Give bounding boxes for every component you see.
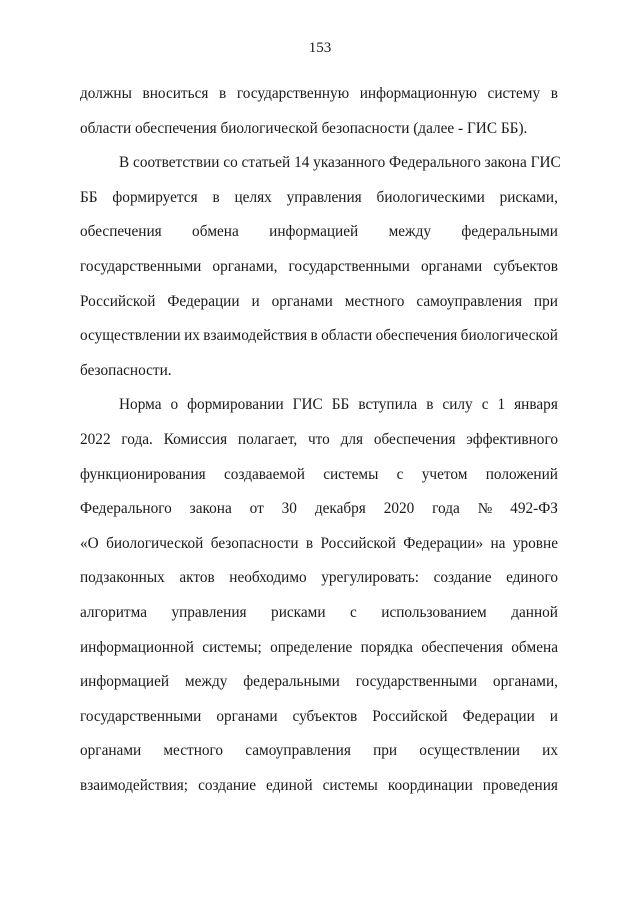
word: биологическими (376, 188, 485, 206)
text-line (80, 319, 558, 354)
text-line (80, 250, 558, 285)
word: федеральными (243, 673, 340, 691)
word: Российской (372, 707, 448, 725)
word: создание (198, 776, 257, 794)
word: алгоритма (80, 603, 147, 621)
word: от (249, 500, 264, 518)
word: в (550, 85, 558, 102)
word: государственными (80, 707, 202, 725)
word: необходимо (229, 569, 307, 587)
text-line (80, 596, 558, 631)
word: с (350, 603, 357, 621)
word: полагает, (237, 430, 298, 448)
word: определение (270, 638, 353, 656)
word: Российской (80, 292, 156, 310)
word: информацией (269, 223, 359, 241)
word: 30 (281, 500, 297, 518)
word: 492-ФЗ (510, 500, 558, 518)
word: самоуправления (245, 742, 351, 760)
word: информационной (80, 638, 194, 656)
word: в (219, 85, 227, 102)
word: осуществлении (419, 742, 520, 760)
word: взаимодействия; (80, 776, 189, 794)
word: государственными (288, 257, 410, 275)
word: области (321, 327, 373, 345)
word: 1 (497, 396, 506, 414)
word: обмена (192, 223, 239, 241)
word: в (305, 534, 314, 552)
word: ГИС (292, 396, 323, 414)
word: между (388, 223, 432, 241)
word: обеспечения (80, 223, 162, 241)
word: биологической (106, 534, 204, 552)
text-line (80, 665, 558, 700)
word: системы (323, 465, 379, 483)
text-line (80, 527, 558, 562)
word: Норма (119, 396, 162, 414)
word: данной (511, 603, 558, 621)
word: Федерации» (403, 534, 484, 552)
word: органами, (492, 673, 558, 691)
word: безопасности (210, 534, 299, 552)
word: о (170, 396, 179, 414)
text-line (80, 181, 558, 216)
word: ББ (80, 188, 98, 206)
word: Комиссия (163, 430, 228, 448)
word: обеспечения (421, 638, 503, 656)
word: взаимодействия (203, 327, 308, 345)
word: при (373, 742, 398, 760)
word: года. (121, 430, 153, 448)
text-line (80, 146, 561, 181)
word: органами (80, 742, 142, 760)
word: декабря (314, 500, 366, 518)
word: обеспечения (373, 430, 456, 448)
word: положений (485, 465, 558, 483)
word: органами (420, 257, 483, 275)
word: с (481, 396, 489, 414)
word: единого (506, 569, 558, 587)
word: проведения (482, 776, 558, 794)
word: их (542, 742, 558, 760)
word: рисками (271, 603, 326, 621)
word: учетом (421, 465, 468, 483)
word: государственными (355, 673, 478, 691)
word: органами (271, 292, 333, 310)
word: их (184, 327, 200, 345)
word: функционирования (80, 465, 206, 483)
word: урегулировать: (321, 569, 420, 587)
word: вступила (358, 396, 418, 414)
word: с (396, 465, 404, 483)
text-line (80, 215, 558, 250)
text-segment: безопасности. (80, 361, 172, 379)
text-line (80, 734, 558, 769)
word: в (310, 327, 318, 345)
word: в (212, 188, 220, 206)
word: федеральными (461, 223, 558, 241)
text-line (80, 561, 558, 596)
word: координации (387, 776, 473, 794)
word: субъектов (493, 257, 558, 275)
text-line (80, 492, 558, 527)
word: формировании (187, 396, 284, 414)
word: субъектов (292, 707, 358, 725)
word: органами (216, 707, 278, 725)
text-line (80, 354, 558, 389)
word: Федерального (80, 500, 172, 518)
word: государственными (80, 257, 202, 275)
word: обмена (511, 638, 558, 656)
word: должны (80, 85, 132, 102)
word: уровне (512, 534, 558, 552)
word: системы (322, 776, 378, 794)
word: информационную (359, 85, 477, 102)
word: управления (286, 188, 362, 206)
word: местного (163, 742, 224, 760)
word: года (432, 500, 460, 518)
word: 2020 (383, 500, 415, 518)
word: осуществлении (80, 327, 181, 345)
word: создание (433, 569, 492, 587)
word: системы; (202, 638, 262, 656)
word: формируется (112, 188, 198, 206)
word: биологической (460, 327, 558, 345)
word: силу (442, 396, 473, 414)
body-text (80, 77, 561, 803)
word: систему (487, 85, 541, 102)
text-line (80, 285, 558, 320)
word: обеспечения (375, 327, 458, 345)
word: и (251, 292, 260, 310)
word: «О (80, 534, 99, 552)
text-line (80, 631, 558, 666)
text-segment: В соответствии со статьей 14 указанного Федерального закона ГИС (119, 154, 561, 172)
word: при (533, 292, 558, 310)
word: самоуправления (416, 292, 522, 310)
word: местного (344, 292, 405, 310)
text-line (80, 388, 558, 423)
word: закона (189, 500, 232, 518)
word: управления (171, 603, 247, 621)
word: № (477, 500, 493, 518)
word: Российской (320, 534, 396, 552)
word: порядка (360, 638, 413, 656)
word: актов (179, 569, 215, 587)
text-line (80, 458, 558, 493)
word: на (490, 534, 506, 552)
word: и (549, 707, 558, 725)
word: ББ (331, 396, 350, 414)
word: что (307, 430, 330, 448)
word: целях (234, 188, 272, 206)
text-segment: области обеспечения биологической безопасности (далее - ГИС ББ). (80, 119, 528, 137)
text-line (80, 769, 558, 804)
word: для (340, 430, 364, 448)
word: вноситься (142, 85, 209, 102)
word: между (184, 673, 228, 691)
word: информацией (80, 673, 170, 691)
text-line (80, 112, 558, 147)
word: создаваемой (224, 465, 305, 483)
word: подзаконных (80, 569, 165, 587)
word: 2022 (80, 430, 111, 448)
word: органами, (212, 257, 278, 275)
page-number: 153 (308, 40, 332, 56)
word: в (426, 396, 434, 414)
word: использованием (381, 603, 487, 621)
word: единой (266, 776, 313, 794)
text-line (80, 423, 558, 458)
word: Федерации (167, 292, 240, 310)
word: рисками, (499, 188, 558, 206)
text-line (80, 700, 558, 735)
text-line (80, 77, 558, 112)
word: Федерации (462, 707, 535, 725)
word: эффективного (466, 430, 558, 448)
word: января (514, 396, 558, 414)
word: государственную (236, 85, 350, 102)
